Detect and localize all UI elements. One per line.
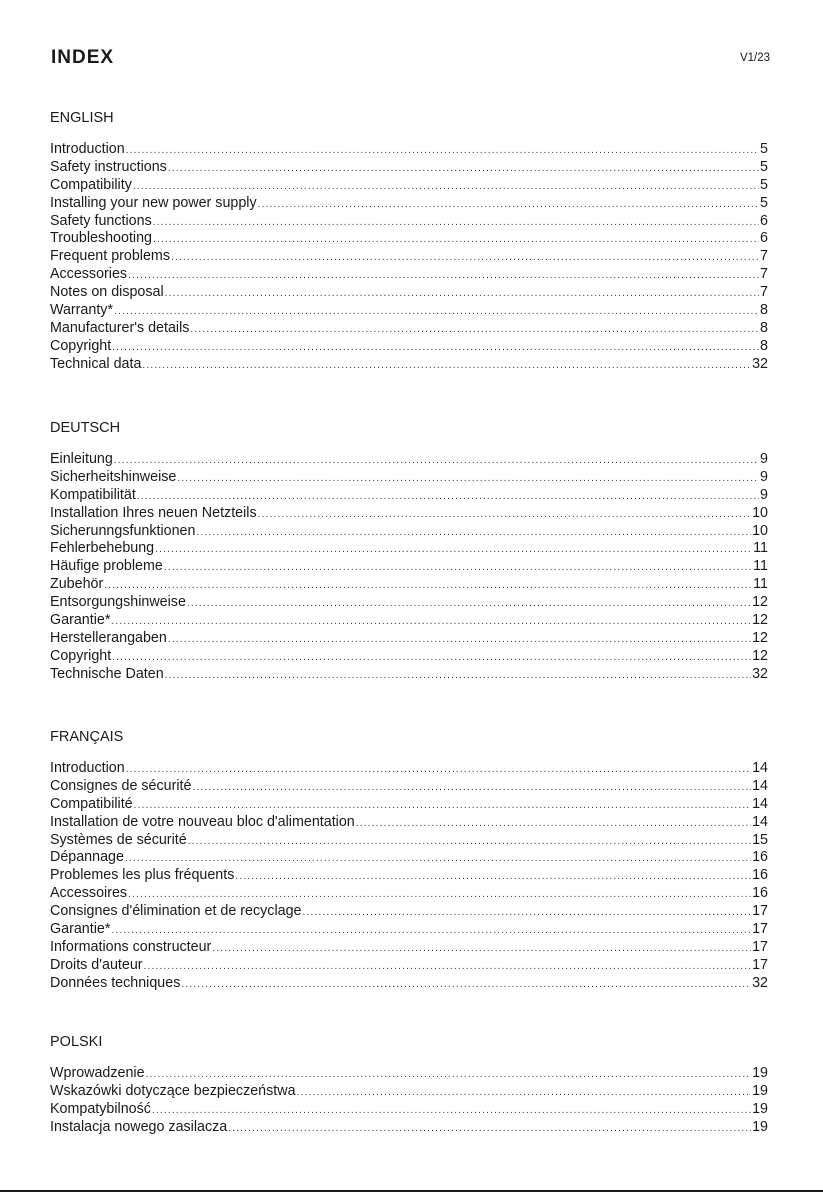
- toc-entry-page: 11: [753, 558, 768, 575]
- dot-leader: [168, 160, 759, 177]
- toc-entry: [50, 921, 768, 939]
- dot-leader: [297, 1084, 752, 1101]
- dot-leader: [152, 1102, 751, 1119]
- dot-leader: [146, 1066, 752, 1083]
- toc-entry-page: 12: [752, 594, 768, 611]
- dot-leader: [155, 541, 752, 558]
- toc-entry: [50, 540, 768, 558]
- toc-entry-page: 16: [752, 849, 768, 866]
- dot-leader: [196, 524, 751, 541]
- toc-entry-label: Installation de votre nouveau bloc d'alimentation: [50, 813, 355, 830]
- toc-entry-label: Dépannage: [50, 849, 124, 866]
- section-title: ENGLISH: [50, 110, 114, 126]
- toc-entry: [50, 320, 768, 338]
- toc-entry-page: 7: [760, 266, 768, 283]
- dot-leader: [133, 178, 759, 195]
- dot-leader: [144, 958, 752, 975]
- toc-entry: [50, 195, 768, 213]
- toc-entry-label: Warranty*: [50, 302, 114, 319]
- toc-entry-label: Häufige probleme: [50, 558, 163, 575]
- toc-entry-page: 5: [760, 176, 768, 193]
- toc-entry-page: 11: [753, 576, 768, 593]
- toc-entry-label: Zubehör: [50, 576, 104, 593]
- toc-entry: [50, 885, 768, 903]
- dot-leader: [114, 303, 759, 320]
- toc-entry-label: Consignes de sécurité: [50, 777, 192, 794]
- dot-leader: [181, 976, 751, 993]
- toc-entry-label: Compatibilité: [50, 795, 133, 812]
- dot-leader: [126, 761, 751, 778]
- dot-leader: [153, 231, 759, 248]
- toc-entry-page: 16: [752, 867, 768, 884]
- toc-entry: [50, 558, 768, 576]
- dot-leader: [134, 797, 751, 814]
- toc-entry: [50, 832, 768, 850]
- toc-entry-label: Consignes d'élimination et de recyclage: [50, 903, 302, 920]
- toc-entry-page: 10: [752, 522, 768, 539]
- toc-entry: [50, 487, 768, 505]
- toc-entry-page: 5: [760, 158, 768, 175]
- toc-entry-page: 8: [760, 337, 768, 354]
- toc-entry: [50, 666, 768, 684]
- toc-entry-page: 17: [752, 903, 768, 920]
- dot-leader: [114, 452, 759, 469]
- toc-entry-label: Safety functions: [50, 212, 152, 229]
- dot-leader: [187, 595, 751, 612]
- dot-leader: [228, 1120, 751, 1137]
- toc-entry: [50, 576, 768, 594]
- toc-entry-label: Systèmes de sécurité: [50, 831, 187, 848]
- dot-leader: [165, 285, 759, 302]
- toc-entry-page: 10: [752, 504, 768, 521]
- toc-list: [50, 451, 768, 684]
- toc-entry: [50, 1101, 768, 1119]
- toc-entry: [50, 356, 768, 374]
- toc-entry: [50, 975, 768, 993]
- toc-entry: [50, 230, 768, 248]
- toc-entry-page: 5: [760, 141, 768, 157]
- toc-entry-page: 19: [752, 1100, 768, 1117]
- toc-entry-label: Informations constructeur: [50, 938, 212, 955]
- toc-entry-page: 14: [752, 777, 768, 794]
- toc-entry-page: 32: [752, 974, 768, 991]
- toc-entry-label: Troubleshooting: [50, 230, 152, 247]
- toc-entry-label: Safety instructions: [50, 158, 167, 175]
- toc-entry-label: Manufacturer's details: [50, 319, 190, 336]
- toc-entry-label: Kompatibilität: [50, 486, 136, 503]
- toc-entry-label: Notes on disposal: [50, 284, 164, 301]
- toc-entry-label: Kompatybilność: [50, 1100, 151, 1117]
- toc-entry-label: Accessoires: [50, 885, 128, 902]
- toc-entry-page: 12: [752, 629, 768, 646]
- dot-leader: [356, 815, 751, 832]
- toc-entry-page: 9: [760, 486, 768, 503]
- toc-entry: [50, 903, 768, 921]
- section-polski: [50, 1034, 768, 1137]
- toc-list: [50, 760, 768, 993]
- dot-leader: [111, 613, 751, 630]
- toc-entry-page: 14: [752, 795, 768, 812]
- toc-entry-page: 8: [760, 319, 768, 336]
- section-deutsch: [50, 420, 768, 684]
- toc-entry: [50, 939, 768, 957]
- toc-entry-label: Entsorgungshinweise: [50, 594, 186, 611]
- toc-entry: [50, 177, 768, 195]
- section-title: POLSKI: [50, 1034, 103, 1050]
- dot-leader: [112, 649, 751, 666]
- section-title: FRANÇAIS: [50, 729, 124, 745]
- toc-entry-page: 17: [752, 938, 768, 955]
- toc-entry-page: 7: [760, 284, 768, 301]
- dot-leader: [125, 850, 751, 867]
- toc-list: [50, 141, 768, 374]
- toc-entry-page: 17: [752, 956, 768, 973]
- toc-entry-page: 16: [752, 885, 768, 902]
- toc-entry: [50, 248, 768, 266]
- toc-entry-label: Frequent problems: [50, 248, 170, 265]
- toc-entry: [50, 1083, 768, 1101]
- dot-leader: [212, 940, 751, 957]
- dot-leader: [165, 667, 751, 684]
- toc-entry: [50, 266, 768, 284]
- toc-entry-page: 14: [752, 760, 768, 776]
- toc-entry-label: Sicherunngsfunktionen: [50, 522, 196, 539]
- toc-entry-label: Introduction: [50, 141, 125, 157]
- toc-entry-page: 5: [760, 194, 768, 211]
- dot-leader: [258, 196, 759, 213]
- dot-leader: [235, 868, 751, 885]
- toc-entry-page: 17: [752, 921, 768, 938]
- toc-entry-page: 7: [760, 248, 768, 265]
- dot-leader: [137, 488, 759, 505]
- dot-leader: [168, 631, 751, 648]
- toc-entry-label: Copyright: [50, 647, 112, 664]
- dot-leader: [153, 214, 759, 231]
- dot-leader: [188, 833, 751, 850]
- toc-entry: [50, 796, 768, 814]
- toc-entry-page: 15: [752, 831, 768, 848]
- section-title: DEUTSCH: [50, 420, 121, 436]
- toc-entry: [50, 159, 768, 177]
- toc-entry-label: Instalacja nowego zasilacza: [50, 1118, 228, 1135]
- dot-leader: [171, 249, 759, 266]
- toc-entry-label: Wskazówki dotyczące bezpieczeństwa: [50, 1082, 296, 1099]
- toc-entry: [50, 814, 768, 832]
- toc-entry-label: Droits d'auteur: [50, 956, 143, 973]
- toc-entry: [50, 338, 768, 356]
- toc-entry-label: Einleitung: [50, 451, 113, 467]
- toc-entry-label: Installing your new power supply: [50, 194, 257, 211]
- toc-entry: [50, 141, 768, 159]
- toc-entry-label: Introduction: [50, 760, 125, 776]
- dot-leader: [258, 506, 751, 523]
- toc-entry-page: 9: [760, 451, 768, 467]
- toc-entry-label: Technische Daten: [50, 665, 164, 682]
- toc-entry-label: Copyright: [50, 337, 112, 354]
- toc-entry: [50, 760, 768, 778]
- toc-entry-page: 6: [760, 212, 768, 229]
- dot-leader: [142, 357, 751, 374]
- toc-entry-label: Installation Ihres neuen Netzteils: [50, 504, 257, 521]
- toc-entry-label: Garantie*: [50, 921, 111, 938]
- toc-entry-label: Compatibility: [50, 176, 132, 193]
- toc-entry: [50, 630, 768, 648]
- toc-entry: [50, 778, 768, 796]
- toc-entry-page: 19: [752, 1118, 768, 1135]
- dot-leader: [112, 339, 759, 356]
- toc-entry-page: 8: [760, 302, 768, 319]
- toc-entry-label: Accessories: [50, 266, 128, 283]
- toc-entry-label: Garantie*: [50, 612, 111, 629]
- toc-entry: [50, 957, 768, 975]
- page-header: [50, 47, 770, 71]
- toc-entry-page: 19: [752, 1082, 768, 1099]
- toc-entry: [50, 648, 768, 666]
- toc-entry: [50, 284, 768, 302]
- toc-entry-label: Wprowadzenie: [50, 1065, 145, 1081]
- dot-leader: [190, 321, 759, 338]
- toc-entry: [50, 505, 768, 523]
- toc-list: [50, 1065, 768, 1137]
- section-francais: [50, 729, 768, 993]
- toc-entry-label: Technical data: [50, 355, 142, 372]
- toc-entry-label: Problemes les plus fréquents: [50, 867, 235, 884]
- index-title: INDEX: [51, 47, 115, 68]
- toc-entry-page: 12: [752, 647, 768, 664]
- dot-leader: [128, 886, 751, 903]
- toc-entry-label: Herstellerangaben: [50, 629, 167, 646]
- toc-entry: [50, 213, 768, 231]
- toc-entry: [50, 849, 768, 867]
- dot-leader: [192, 779, 751, 796]
- section-english: [50, 110, 768, 374]
- toc-entry: [50, 867, 768, 885]
- toc-entry-page: 9: [760, 468, 768, 485]
- toc-entry-page: 19: [752, 1065, 768, 1081]
- dot-leader: [164, 559, 752, 576]
- toc-entry: [50, 469, 768, 487]
- toc-entry-page: 11: [753, 540, 768, 557]
- dot-leader: [104, 577, 752, 594]
- version-label: V1/23: [739, 52, 770, 64]
- dot-leader: [111, 922, 751, 939]
- toc-entry: [50, 1119, 768, 1137]
- dot-leader: [177, 470, 759, 487]
- toc-entry-page: 32: [752, 665, 768, 682]
- dot-leader: [126, 142, 759, 159]
- toc-entry-label: Fehlerbehebung: [50, 540, 155, 557]
- toc-entry: [50, 612, 768, 630]
- toc-entry: [50, 594, 768, 612]
- toc-entry: [50, 302, 768, 320]
- toc-entry-page: 32: [752, 355, 768, 372]
- toc-entry: [50, 451, 768, 469]
- toc-entry-page: 14: [752, 813, 768, 830]
- toc-entry: [50, 1065, 768, 1083]
- toc-entry-page: 12: [752, 612, 768, 629]
- toc-entry-label: Données techniques: [50, 974, 181, 991]
- dot-leader: [128, 267, 759, 284]
- toc-entry-label: Sicherheitshinweise: [50, 468, 177, 485]
- dot-leader: [302, 904, 751, 921]
- toc-entry-page: 6: [760, 230, 768, 247]
- toc-entry: [50, 523, 768, 541]
